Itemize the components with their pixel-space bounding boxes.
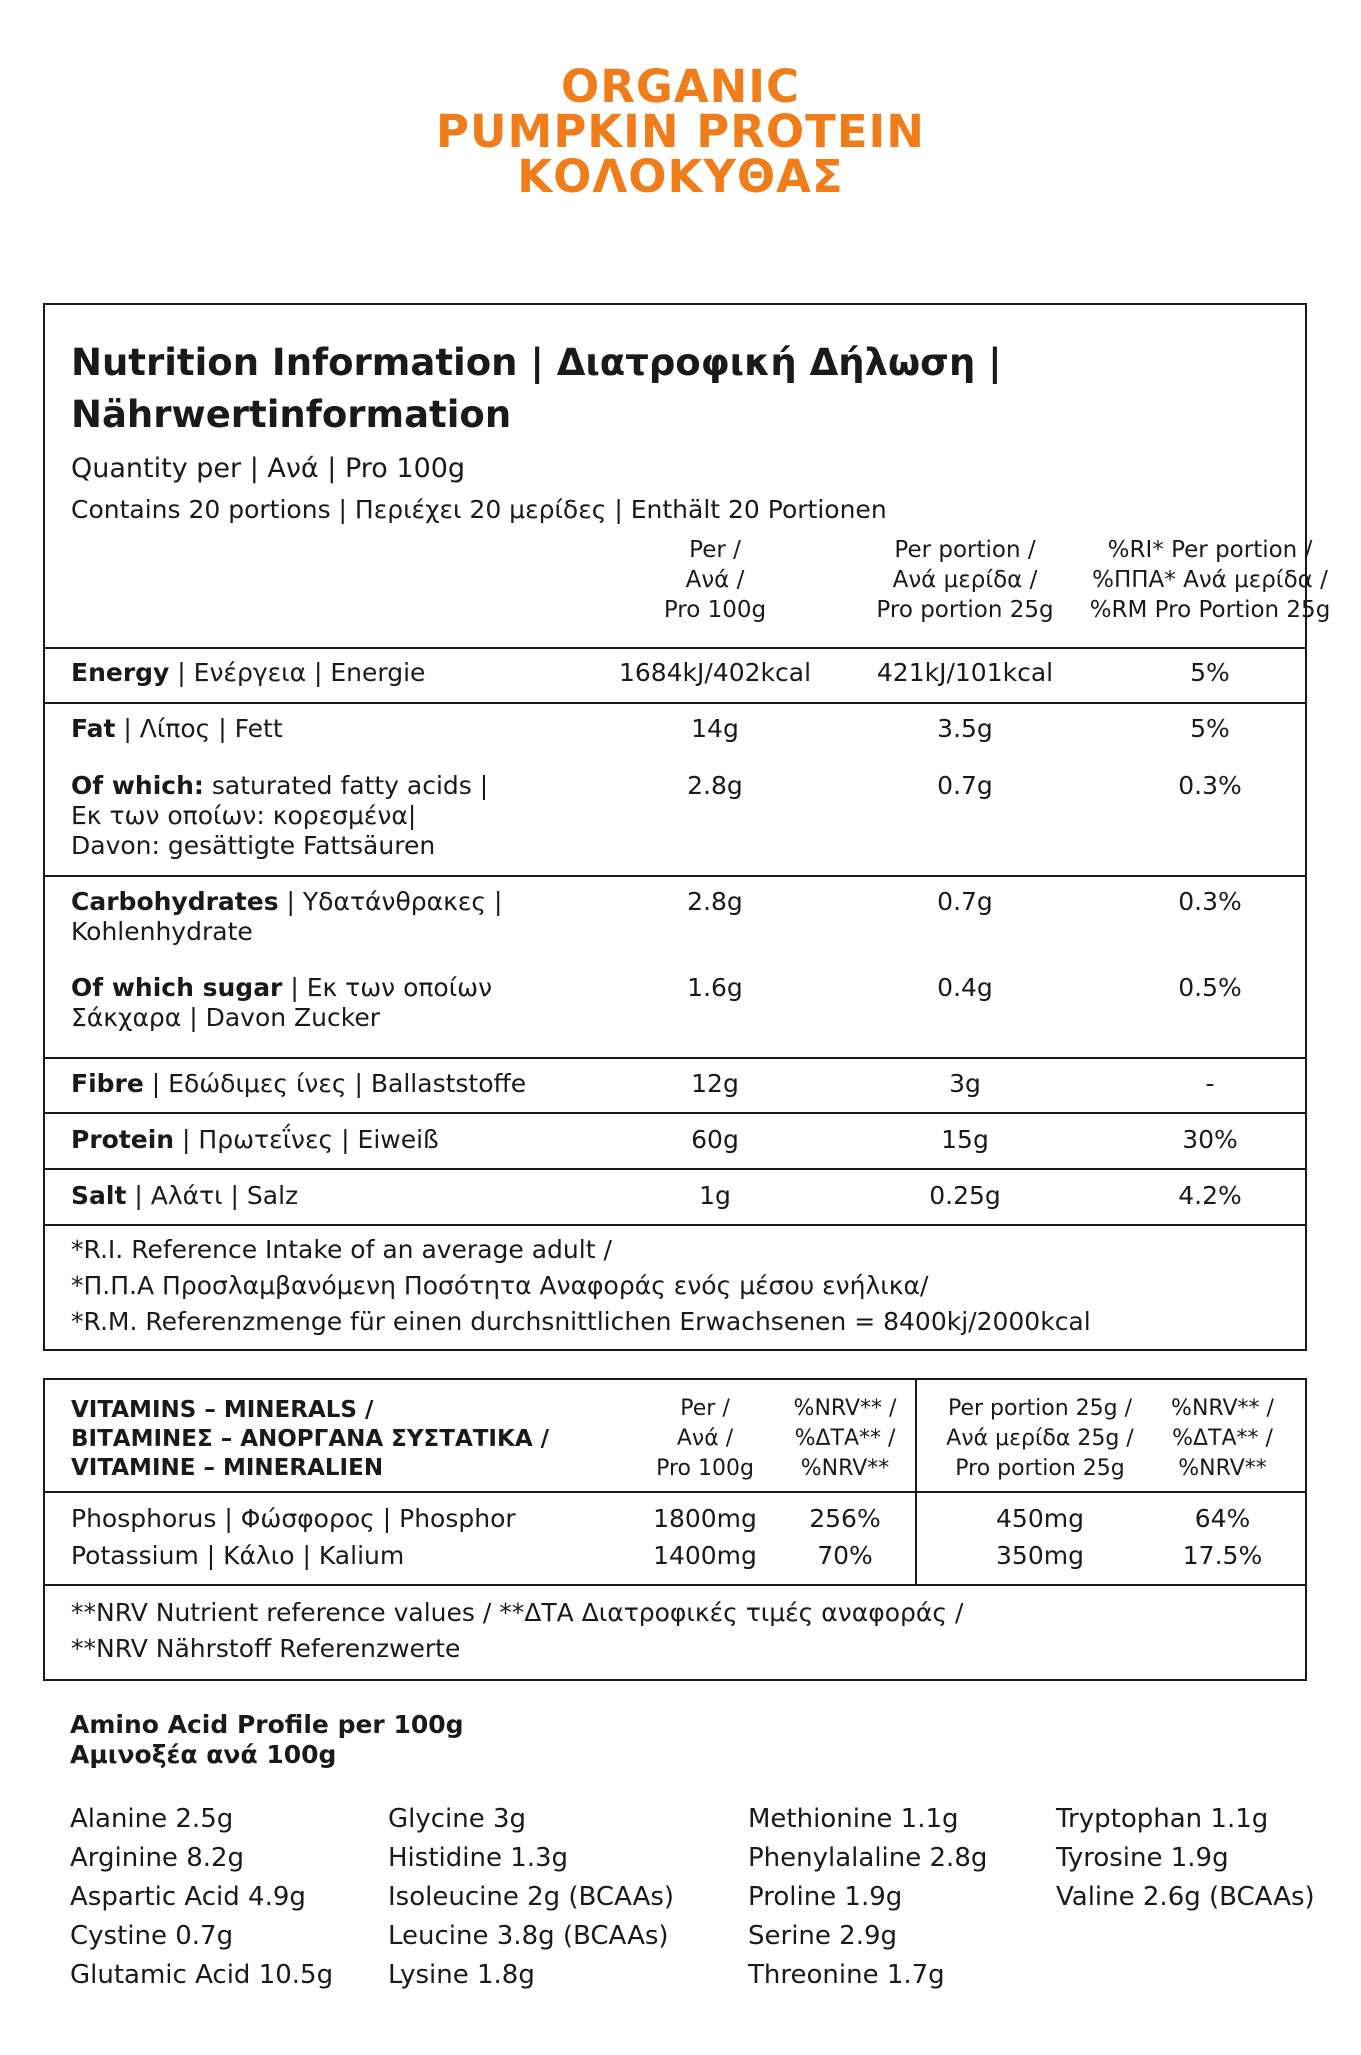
saturated-per-portion: 0.7g — [937, 771, 993, 800]
phosphorus-per-100g: 1800mg — [653, 1504, 757, 1533]
energy-per-100g: 1684kJ/402kcal — [618, 658, 812, 687]
quantity-label: Quantity per | Ανά | Pro 100g — [71, 453, 466, 484]
vitamins-col-per-100g: Per / Ανά / Pro 100g — [656, 1396, 754, 1481]
amino-item: Threonine 1.7g — [748, 1960, 945, 1990]
amino-item: Valine 2.6g (BCAAs) — [1056, 1882, 1315, 1912]
vitamins-heading-line: ΒΙΤΑΜΙΝΕΣ – ΑΝΟΡΓΑΝΑ ΣΥΣΤΑΤΙΚΑ / — [71, 1426, 550, 1452]
salt-per-portion: 0.25g — [929, 1181, 1001, 1210]
divider — [45, 1584, 1305, 1586]
amino-item: Methionine 1.1g — [748, 1804, 959, 1834]
portions-label: Contains 20 portions | Περιέχει 20 μερίδες | Enthält 20 Portionen — [71, 495, 887, 524]
protein-ri: 30% — [1182, 1125, 1238, 1154]
nutrient-label-saturated: Of which: saturated fatty acids | Εκ των οποίων: κορεσμένα| Davon: gesättigte Fattsäuren — [71, 771, 489, 860]
potassium-per-portion: 350mg — [996, 1541, 1084, 1570]
divider — [45, 1112, 1305, 1114]
protein-per-portion: 15g — [941, 1125, 989, 1154]
amino-column — [388, 1800, 674, 1995]
amino-column — [1056, 1800, 1315, 1917]
column-header-line: Per / — [689, 537, 741, 563]
mineral-label-potassium: Potassium | Κάλιο | Kalium — [71, 1541, 405, 1570]
nutrition-title — [71, 337, 1002, 441]
nutrition-footnotes — [71, 1232, 1091, 1340]
amino-item: Cystine 0.7g — [70, 1921, 234, 1951]
column-header-line: Ανά / — [685, 567, 745, 593]
nutrient-label-sugar: Of which sugar | Εκ των οποίων Σάκχαρα | Davon Zucker — [71, 973, 493, 1032]
nutrient-label-salt: Salt | Αλάτι | Salz — [71, 1181, 299, 1210]
nutrition-title-line: Nährwertinformation — [71, 393, 512, 436]
fat-per-portion: 3.5g — [937, 714, 993, 743]
fat-per-100g: 14g — [691, 714, 739, 743]
sugar-ri: 0.5% — [1178, 973, 1242, 1002]
footnote: **NRV Nutrient reference values / **ΔΤΑ Διατροφικές τιμές αναφοράς / — [71, 1598, 964, 1627]
salt-per-100g: 1g — [699, 1181, 731, 1210]
vitamins-col-nrv-100g: %NRV** / %ΔΤΑ** / %NRV** — [793, 1396, 897, 1481]
nutrient-label-energy: Energy | Ενέργεια | Energie — [71, 658, 426, 687]
saturated-per-100g: 2.8g — [687, 771, 743, 800]
product-title-line: ORGANIC — [560, 60, 801, 113]
vitamins-column-divider — [915, 1380, 917, 1585]
amino-item: Serine 2.9g — [748, 1921, 898, 1951]
fibre-ri: - — [1205, 1069, 1215, 1098]
divider — [45, 875, 1305, 877]
nutrient-label-fat: Fat | Λίπος | Fett — [71, 714, 283, 743]
carbohydrates-per-portion: 0.7g — [937, 887, 993, 916]
amino-item: Phenylalaline 2.8g — [748, 1843, 988, 1873]
divider — [45, 1168, 1305, 1170]
divider — [45, 1224, 1305, 1226]
vitamins-heading-line: VITAMINE – MINERALIEN — [71, 1455, 384, 1481]
mineral-label-phosphorus: Phosphorus | Φώσφορος | Phosphor — [71, 1504, 516, 1533]
vitamins-col-nrv-portion: %NRV** / %ΔΤΑ** / %NRV** — [1171, 1396, 1274, 1481]
amino-title-line: Αμινοξέα ανά 100g — [70, 1740, 337, 1769]
divider — [45, 702, 1305, 704]
amino-item: Arginine 8.2g — [70, 1843, 245, 1873]
amino-item: Isoleucine 2g (BCAAs) — [388, 1882, 675, 1912]
divider — [45, 1057, 1305, 1059]
vitamins-col-per-portion: Per portion 25g / Ανά μερίδα 25g / Pro portion 25g — [946, 1396, 1134, 1481]
amino-item: Glutamic Acid 10.5g — [70, 1960, 334, 1990]
vitamins-heading — [71, 1396, 549, 1483]
phosphorus-nrv-100g: 256% — [809, 1504, 881, 1533]
phosphorus-per-portion: 450mg — [996, 1504, 1084, 1533]
sugar-per-100g: 1.6g — [687, 973, 743, 1002]
product-title — [0, 60, 1361, 203]
energy-ri: 5% — [1190, 658, 1230, 687]
amino-item: Histidine 1.3g — [388, 1843, 569, 1873]
sugar-per-portion: 0.4g — [937, 973, 993, 1002]
amino-title — [70, 1710, 464, 1770]
footnote: **NRV Nährstoff Referenzwerte — [71, 1634, 461, 1663]
phosphorus-nrv-portion: 64% — [1194, 1504, 1251, 1533]
amino-title-line: Amino Acid Profile per 100g — [70, 1710, 464, 1739]
protein-per-100g: 60g — [691, 1125, 739, 1154]
potassium-per-100g: 1400mg — [653, 1541, 757, 1570]
amino-item: Aspartic Acid 4.9g — [70, 1882, 306, 1912]
column-header-line: %RM Pro Portion 25g — [1089, 597, 1331, 623]
column-header-line: Ανά μερίδα / — [892, 567, 1038, 593]
column-header-line: Pro 100g — [663, 597, 767, 623]
amino-item: Lysine 1.8g — [388, 1960, 535, 1990]
divider — [45, 1491, 1305, 1493]
product-title-line: PUMPKIN PROTEIN — [436, 105, 925, 158]
column-header-line: %ΠΠΑ* Ανά μερίδα / — [1092, 567, 1328, 593]
amino-item: Proline 1.9g — [748, 1882, 903, 1912]
divider — [45, 647, 1305, 649]
nutrition-table — [43, 303, 1331, 1351]
column-header-line: Per portion / — [894, 537, 1036, 563]
nutrient-label-carbohydrates: Carbohydrates | Υδατάνθρακες | Kohlenhydrate — [71, 887, 503, 946]
footnote: *R.I. Reference Intake of an average adult / — [71, 1235, 612, 1264]
column-header-line: Pro portion 25g — [876, 597, 1054, 623]
potassium-nrv-100g: 70% — [817, 1541, 873, 1570]
amino-item: Tyrosine 1.9g — [1056, 1843, 1229, 1873]
vitamins-heading-line: VITAMINS – MINERALS / — [71, 1397, 374, 1423]
amino-column — [70, 1800, 333, 1995]
fibre-per-portion: 3g — [949, 1069, 981, 1098]
fibre-per-100g: 12g — [691, 1069, 739, 1098]
nutrition-title-line: Nutrition Information | Διατροφική Δήλωση | — [71, 341, 1002, 384]
column-header-ri — [1060, 535, 1360, 625]
column-header-per-100g — [585, 535, 845, 625]
salt-ri: 4.2% — [1178, 1181, 1242, 1210]
potassium-nrv-portion: 17.5% — [1182, 1541, 1263, 1570]
amino-item: Leucine 3.8g (BCAAs) — [388, 1921, 669, 1951]
nutrient-label-fibre: Fibre | Εδώδιμες ίνες | Ballaststoffe — [71, 1069, 527, 1098]
vitamins-footnotes — [71, 1595, 963, 1667]
carbohydrates-ri: 0.3% — [1178, 887, 1242, 916]
column-header-line: %RI* Per portion / — [1107, 537, 1313, 563]
footnote: *Π.Π.Α Προσλαμβανόμενη Ποσότητα Αναφοράς ενός μέσου ενήλικα/ — [71, 1271, 929, 1300]
amino-item: Tryptophan 1.1g — [1056, 1804, 1269, 1834]
fat-ri: 5% — [1190, 714, 1230, 743]
footnote: *R.M. Referenzmenge für einen durchsnittlichen Erwachsenen = 8400kj/2000kcal — [71, 1307, 1091, 1336]
product-title-line: ΚΟΛΟΚΥΘΑΣ — [517, 150, 844, 203]
amino-item: Glycine 3g — [388, 1804, 527, 1834]
amino-item: Alanine 2.5g — [70, 1804, 234, 1834]
carbohydrates-per-100g: 2.8g — [687, 887, 743, 916]
saturated-ri: 0.3% — [1178, 771, 1242, 800]
energy-per-portion: 421kJ/101kcal — [876, 658, 1054, 687]
nutrient-label-protein: Protein | Πρωτεΐνες | Eiweiß — [71, 1125, 439, 1154]
amino-column — [748, 1800, 987, 1995]
vitamins-table — [43, 1378, 1307, 1681]
